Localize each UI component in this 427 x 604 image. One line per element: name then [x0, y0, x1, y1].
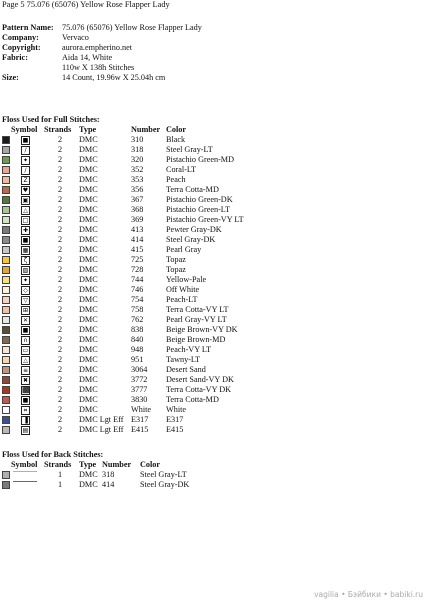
stitch-symbol-icon: ζ — [21, 256, 30, 265]
strands-cell: 2 — [58, 225, 63, 234]
strands-cell: 2 — [58, 165, 63, 174]
type-cell: DMC — [79, 480, 98, 489]
color-name-cell: Black — [166, 135, 186, 144]
strands-cell: 2 — [58, 365, 63, 374]
strands-cell: 2 — [58, 375, 63, 384]
floss-row — [0, 286, 427, 296]
info-key: Fabric: — [2, 53, 28, 62]
backstitch-line-icon — [13, 481, 37, 482]
floss-row — [0, 406, 427, 416]
header-color: Color — [166, 125, 187, 134]
type-cell: DMC — [79, 265, 98, 274]
backstitch-line-icon — [13, 471, 37, 472]
stitch-symbol-icon: ✖ — [22, 377, 29, 384]
stitch-symbol-icon: ∩ — [21, 336, 30, 345]
type-cell: DMC — [79, 365, 98, 374]
type-cell: DMC — [79, 285, 98, 294]
color-swatch — [2, 426, 10, 434]
color-name-cell: Terra Cotta-VY DK — [166, 385, 232, 394]
number-cell: 728 — [131, 265, 144, 274]
color-swatch — [2, 396, 10, 404]
color-swatch — [2, 346, 10, 354]
color-name-cell: E317 — [166, 415, 184, 424]
color-name-cell: Pistachio Green-MD — [166, 155, 234, 164]
type-cell: DMC — [79, 395, 98, 404]
info-key: Pattern Name: — [2, 23, 54, 32]
color-swatch — [2, 286, 10, 294]
strands-cell: 2 — [58, 255, 63, 264]
stitch-symbol-icon: ⊞ — [22, 307, 29, 314]
color-swatch — [2, 206, 10, 214]
color-swatch — [2, 376, 10, 384]
stitch-symbol-icon: ◇ — [21, 286, 30, 295]
number-cell: 744 — [131, 275, 144, 284]
type-cell: DMC — [79, 315, 98, 324]
color-name-cell: Pewter Gray-DK — [166, 225, 222, 234]
strands-cell: 2 — [58, 275, 63, 284]
color-name-cell: Tawny-LT — [166, 355, 201, 364]
floss-row — [0, 356, 427, 366]
strands-cell: 2 — [58, 235, 63, 244]
number-cell: 310 — [131, 135, 144, 144]
color-swatch — [2, 186, 10, 194]
strands-cell: 2 — [58, 245, 63, 254]
strands-cell: 2 — [58, 215, 63, 224]
number-cell: 948 — [131, 345, 144, 354]
strands-cell: 2 — [58, 325, 63, 334]
number-cell: 320 — [131, 155, 144, 164]
type-cell: DMC — [79, 305, 98, 314]
floss-row — [0, 266, 427, 276]
color-swatch — [2, 176, 10, 184]
type-cell: DMC — [79, 135, 98, 144]
stitch-symbol-icon: ▤ — [22, 427, 29, 434]
floss-row — [0, 396, 427, 406]
stitch-symbol-icon: ▽ — [21, 296, 30, 305]
stitch-symbol-icon: ▣ — [22, 197, 29, 204]
color-name-cell: Pearl Gray-VY LT — [166, 315, 227, 324]
backstitch-row — [0, 471, 427, 481]
type-cell: DMC — [79, 345, 98, 354]
color-name-cell: Peach-LT — [166, 295, 198, 304]
number-cell: 352 — [131, 165, 144, 174]
floss-row — [0, 136, 427, 146]
number-cell: 413 — [131, 225, 144, 234]
floss-row — [0, 426, 427, 436]
number-cell: 951 — [131, 355, 144, 364]
stitch-symbol-icon: Z — [21, 176, 30, 185]
color-name-cell: Coral-LT — [166, 165, 197, 174]
number-cell: 3064 — [131, 365, 148, 374]
number-cell: 754 — [131, 295, 144, 304]
number-cell: 3772 — [131, 375, 148, 384]
strands-cell: 2 — [58, 145, 63, 154]
color-name-cell: E415 — [166, 425, 184, 434]
stitch-symbol-icon: ✕ — [22, 317, 29, 324]
color-swatch — [2, 216, 10, 224]
type-cell: DMC — [79, 145, 98, 154]
strands-cell: 2 — [58, 265, 63, 274]
color-name-cell: Steel Gray-DK — [140, 480, 190, 489]
color-swatch — [2, 336, 10, 344]
number-cell: 758 — [131, 305, 144, 314]
stitch-symbol-icon: ✦ — [22, 277, 29, 284]
floss-row — [0, 276, 427, 286]
number-cell: 369 — [131, 215, 144, 224]
stitch-symbol-icon: ♥ — [22, 187, 29, 194]
strands-cell: 2 — [58, 175, 63, 184]
type-cell: DMC — [79, 155, 98, 164]
type-cell: DMC — [79, 175, 98, 184]
header-type: Type — [79, 125, 97, 134]
back-header-color: Color — [140, 460, 161, 469]
stitch-symbol-icon: ≡ — [22, 367, 29, 374]
header-number: Number — [131, 125, 161, 134]
back-header-symbol: Symbol — [11, 460, 38, 469]
type-cell: DMC — [79, 335, 98, 344]
page-header: Page 5 75.076 (65076) Yellow Rose Flapper Lady — [2, 0, 170, 9]
color-swatch — [2, 276, 10, 284]
stitch-symbol-icon: ⬛ — [22, 387, 30, 394]
color-swatch — [2, 416, 10, 424]
strands-cell: 2 — [58, 305, 63, 314]
info-key: Size: — [2, 73, 19, 82]
stitch-symbol-icon: △ — [21, 206, 30, 215]
type-cell: DMC — [79, 235, 98, 244]
stitch-symbol-icon: ■ — [22, 397, 29, 404]
color-swatch — [2, 136, 10, 144]
type-cell: DMC — [79, 185, 98, 194]
color-name-cell: Steel Gray-LT — [140, 470, 187, 479]
stitch-symbol-icon: ■ — [22, 237, 29, 244]
color-name-cell: Terra Cotta-VY LT — [166, 305, 229, 314]
color-swatch — [2, 226, 10, 234]
color-swatch — [2, 266, 10, 274]
color-name-cell: Topaz — [166, 265, 186, 274]
type-cell: DMC Lgt Eff — [79, 415, 124, 424]
full-stitches-header — [0, 126, 427, 136]
strands-cell: 2 — [58, 285, 63, 294]
stitch-symbol-icon: ⌗ — [21, 406, 30, 415]
type-cell: DMC — [79, 325, 98, 334]
strands-cell: 2 — [58, 295, 63, 304]
header-strands: Strands — [44, 125, 72, 134]
color-name-cell: Desert Sand — [166, 365, 206, 374]
stitch-symbol-icon: □ — [22, 217, 29, 224]
number-cell: 3777 — [131, 385, 148, 394]
stitch-symbol-icon: ∕ — [21, 166, 30, 175]
color-swatch — [2, 196, 10, 204]
number-cell: 725 — [131, 255, 144, 264]
stitch-symbol-icon: ▦ — [22, 247, 29, 254]
back-stitches-header — [0, 461, 427, 471]
stitch-symbol-icon: ▧ — [22, 267, 29, 274]
number-cell: 415 — [131, 245, 144, 254]
color-name-cell: Desert Sand-VY DK — [166, 375, 234, 384]
strands-cell: 2 — [58, 345, 63, 354]
color-name-cell: Pistachio Green-DK — [166, 195, 233, 204]
type-cell: DMC — [79, 195, 98, 204]
info-key: Company: — [2, 33, 39, 42]
info-value: aurora.empherino.net — [62, 43, 133, 52]
floss-row — [0, 256, 427, 266]
strands-cell: 2 — [58, 405, 63, 414]
number-cell: 414 — [131, 235, 144, 244]
color-swatch — [2, 246, 10, 254]
color-name-cell: Yellow-Pale — [166, 275, 207, 284]
strands-cell: 2 — [58, 395, 63, 404]
strands-cell: 2 — [58, 425, 63, 434]
color-name-cell: Peach-VY LT — [166, 345, 212, 354]
floss-row — [0, 346, 427, 356]
back-stitches-title: Floss Used for Back Stitches: — [2, 450, 104, 459]
strands-cell: 2 — [58, 205, 63, 214]
stitch-symbol-icon: ▐ — [21, 416, 30, 425]
color-name-cell: Off White — [166, 285, 200, 294]
floss-row — [0, 336, 427, 346]
full-stitches-title: Floss Used for Full Stitches: — [2, 115, 100, 124]
color-swatch — [2, 366, 10, 374]
number-cell: 838 — [131, 325, 144, 334]
type-cell: DMC — [79, 405, 98, 414]
strands-cell: 1 — [58, 470, 63, 479]
number-cell: 368 — [131, 205, 144, 214]
color-swatch — [2, 316, 10, 324]
color-swatch — [2, 481, 10, 489]
type-cell: DMC — [79, 245, 98, 254]
info-value: 14 Count, 19.96w X 25.04h cm — [62, 73, 166, 82]
stitch-symbol-icon: ✦ — [22, 157, 29, 164]
strands-cell: 2 — [58, 315, 63, 324]
type-cell: DMC — [79, 295, 98, 304]
type-cell: DMC — [79, 165, 98, 174]
number-cell: White — [131, 405, 152, 414]
number-cell: 356 — [131, 185, 144, 194]
number-cell: 840 — [131, 335, 144, 344]
color-name-cell: Terra Cotta-MD — [166, 185, 219, 194]
strands-cell: 2 — [58, 355, 63, 364]
color-name-cell: Beige Brown-VY DK — [166, 325, 238, 334]
type-cell: DMC — [79, 225, 98, 234]
strands-cell: 2 — [58, 385, 63, 394]
type-cell: DMC — [79, 355, 98, 364]
floss-row — [0, 156, 427, 166]
color-name-cell: Pistachio Green-VY LT — [166, 215, 244, 224]
back-header-number: Number — [102, 460, 132, 469]
number-cell: 414 — [102, 480, 115, 489]
color-swatch — [2, 146, 10, 154]
strands-cell: 2 — [58, 135, 63, 144]
back-header-type: Type — [79, 460, 97, 469]
header-symbol: Symbol — [11, 125, 38, 134]
color-swatch — [2, 306, 10, 314]
info-key: Copyright: — [2, 43, 41, 52]
color-swatch — [2, 256, 10, 264]
color-name-cell: White — [166, 405, 187, 414]
color-swatch — [2, 386, 10, 394]
type-cell: DMC — [79, 375, 98, 384]
color-swatch — [2, 326, 10, 334]
type-cell: DMC — [79, 275, 98, 284]
color-name-cell: Steel Gray-LT — [166, 145, 213, 154]
color-name-cell: Pistachio Green-LT — [166, 205, 231, 214]
floss-row — [0, 246, 427, 256]
color-swatch — [2, 471, 10, 479]
color-name-cell: Peach — [166, 175, 186, 184]
color-swatch — [2, 406, 10, 414]
number-cell: 318 — [131, 145, 144, 154]
floss-row — [0, 236, 427, 246]
type-cell: DMC — [79, 470, 98, 479]
number-cell: 367 — [131, 195, 144, 204]
number-cell: E317 — [131, 415, 149, 424]
strands-cell: 2 — [58, 195, 63, 204]
number-cell: 746 — [131, 285, 144, 294]
type-cell: DMC — [79, 215, 98, 224]
stitch-symbol-icon: ■ — [22, 137, 29, 144]
info-value: 75.076 (65076) Yellow Rose Flapper Lady — [62, 23, 202, 32]
strands-cell: 2 — [58, 415, 63, 424]
color-name-cell: Steel Gray-DK — [166, 235, 216, 244]
type-cell: DMC — [79, 255, 98, 264]
color-name-cell: Pearl Gray — [166, 245, 202, 254]
floss-row — [0, 166, 427, 176]
color-swatch — [2, 296, 10, 304]
number-cell: 318 — [102, 470, 115, 479]
color-name-cell: Topaz — [166, 255, 186, 264]
stitch-symbol-icon: ■ — [22, 327, 29, 334]
color-name-cell: Beige Brown-MD — [166, 335, 226, 344]
stitch-symbol-icon: ▭ — [22, 347, 29, 354]
info-value: Vervaco — [62, 33, 89, 42]
floss-row — [0, 416, 427, 426]
number-cell: 3830 — [131, 395, 148, 404]
strands-cell: 2 — [58, 335, 63, 344]
color-swatch — [2, 236, 10, 244]
backstitch-row — [0, 481, 427, 491]
info-value: 110w X 138h Stitches — [62, 63, 135, 72]
color-swatch — [2, 356, 10, 364]
color-swatch — [2, 166, 10, 174]
back-header-strands: Strands — [44, 460, 72, 469]
color-name-cell: Terra Cotta-MD — [166, 395, 219, 404]
strands-cell: 2 — [58, 185, 63, 194]
stitch-symbol-icon: △ — [21, 356, 30, 365]
watermark-text: vagilia • Бэйбики • babiki.ru — [314, 589, 423, 599]
strands-cell: 2 — [58, 155, 63, 164]
stitch-symbol-icon: ✚ — [22, 227, 29, 234]
stitch-symbol-icon: ∕ — [21, 146, 30, 155]
type-cell: DMC Lgt Eff — [79, 425, 124, 434]
number-cell: 353 — [131, 175, 144, 184]
number-cell: E415 — [131, 425, 149, 434]
color-swatch — [2, 156, 10, 164]
number-cell: 762 — [131, 315, 144, 324]
info-value: Aida 14, White — [62, 53, 113, 62]
type-cell: DMC — [79, 205, 98, 214]
type-cell: DMC — [79, 385, 98, 394]
strands-cell: 1 — [58, 480, 63, 489]
